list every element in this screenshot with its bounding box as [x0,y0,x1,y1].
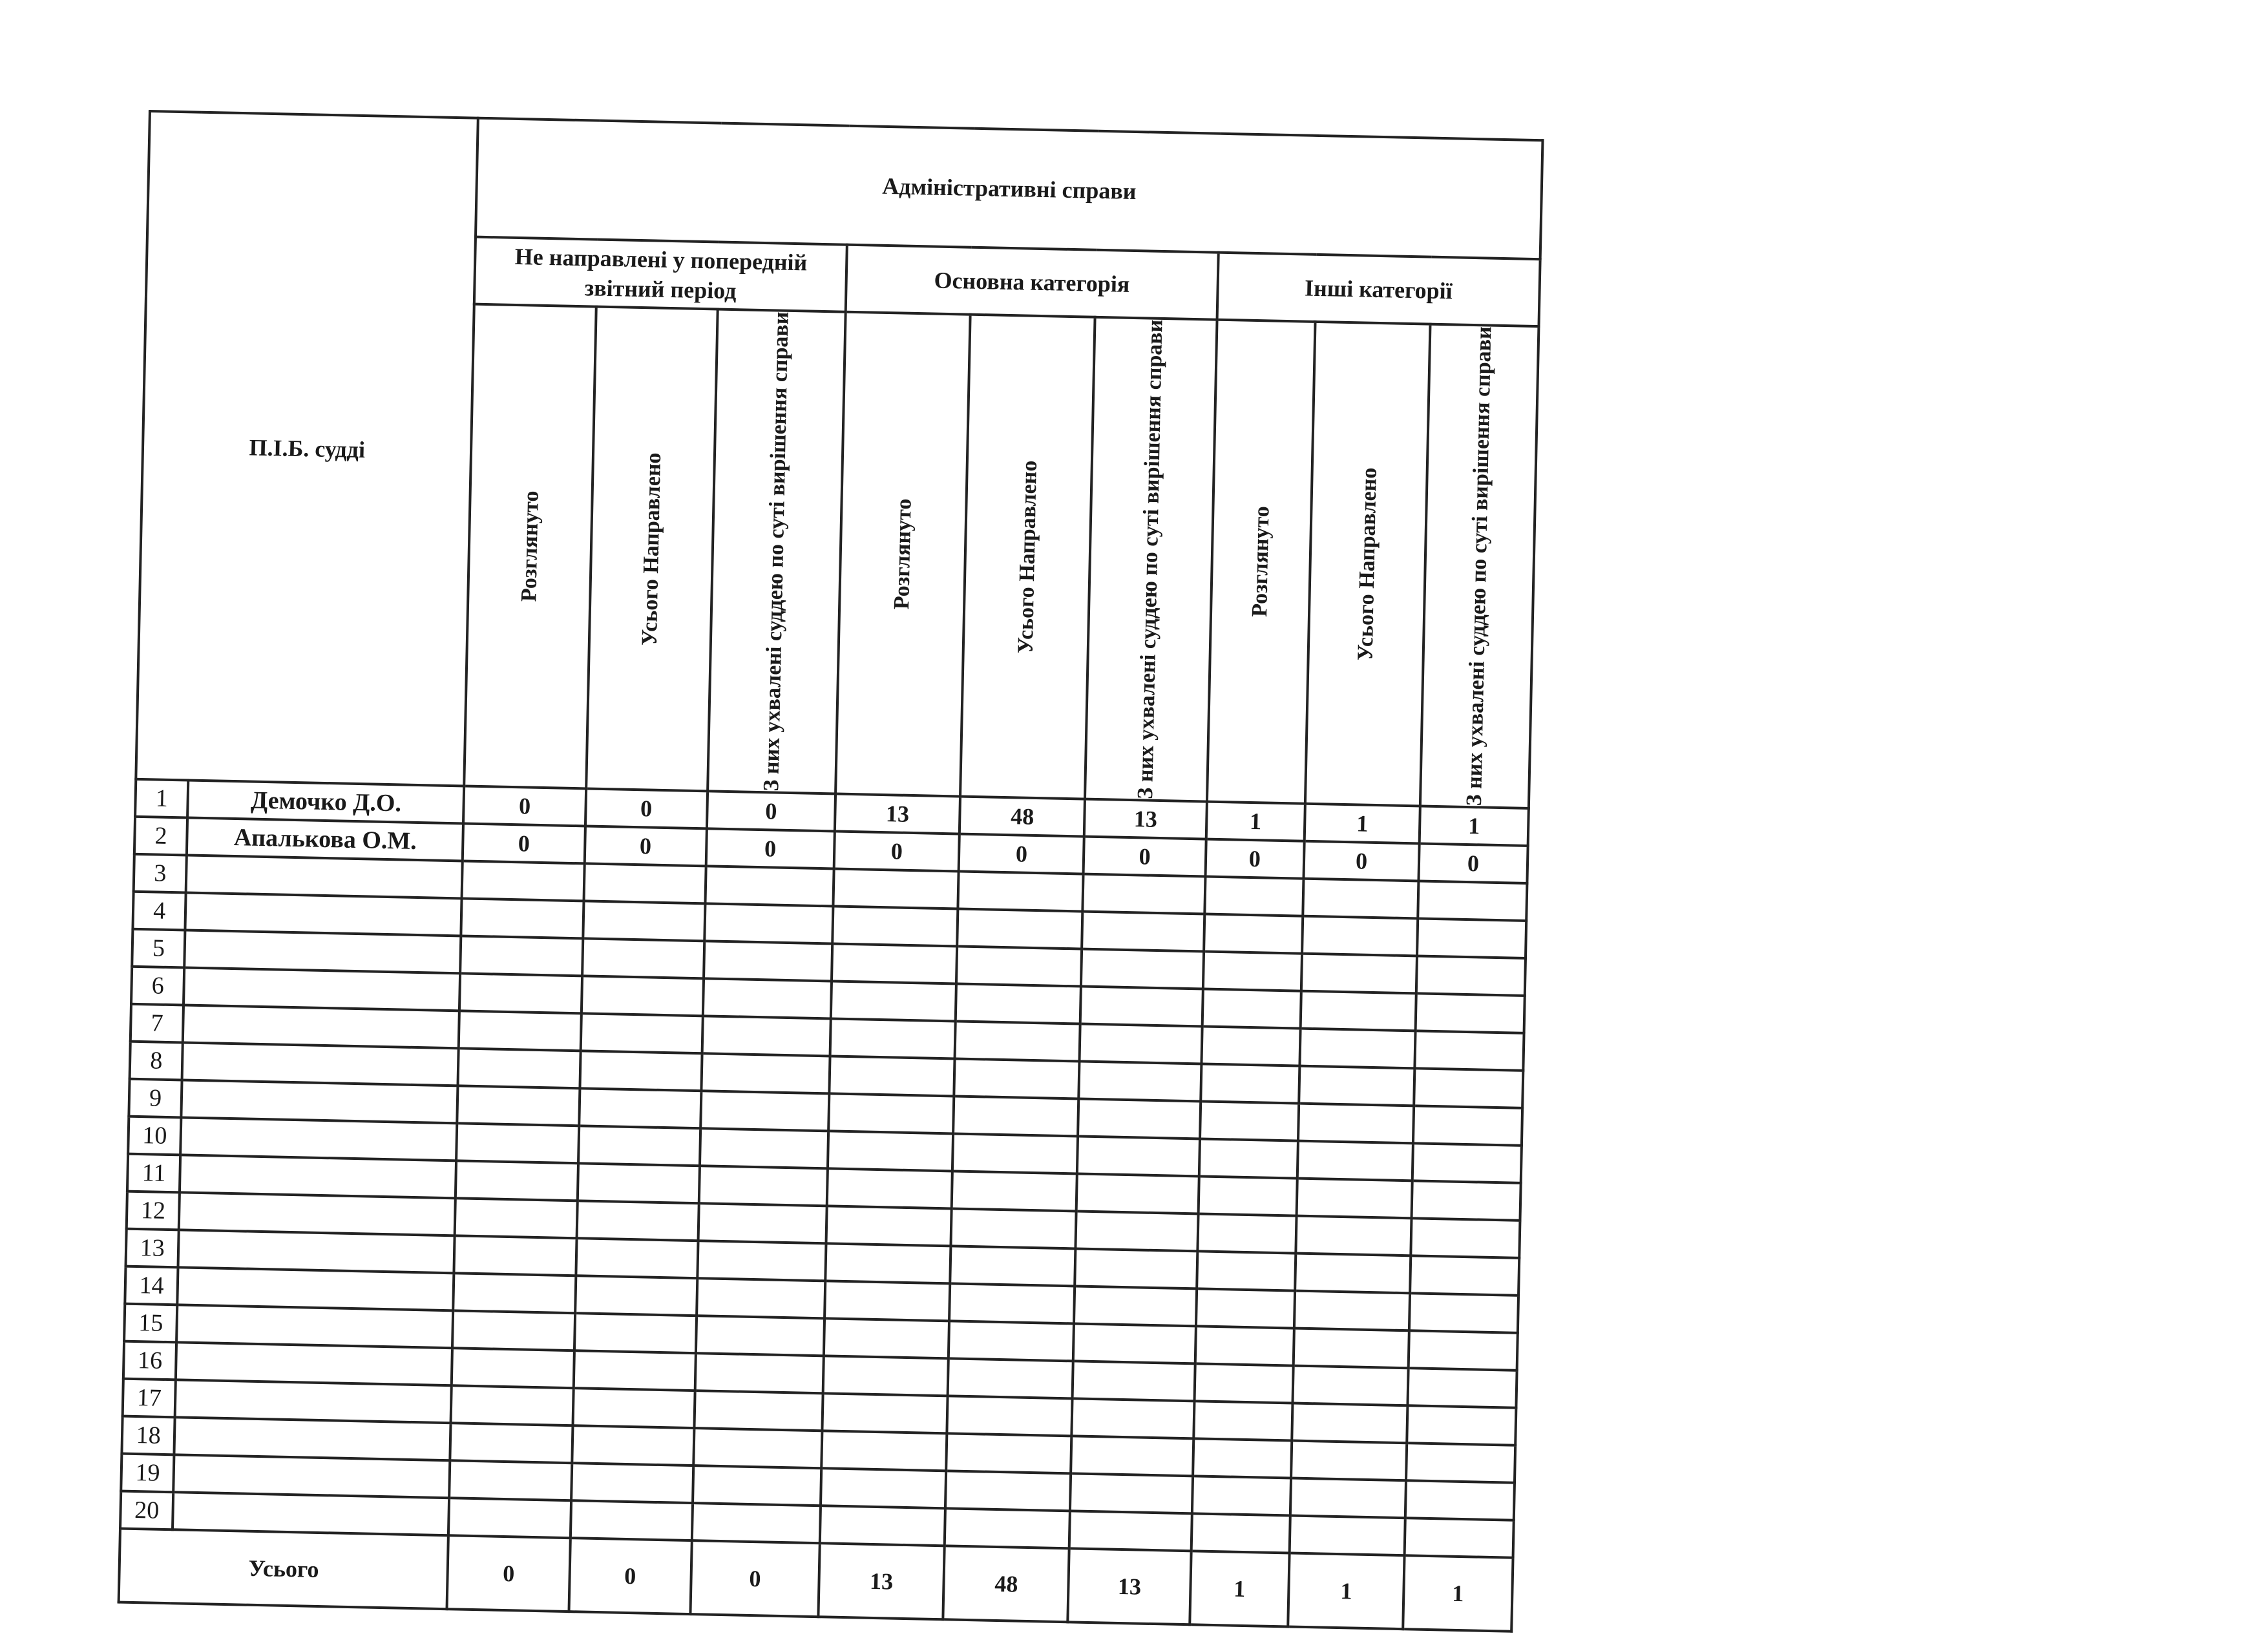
value-cell [1412,1181,1521,1221]
value-cell [833,869,958,909]
judge-name [185,930,461,974]
judge-name [180,1117,457,1161]
value-cell [823,1356,949,1396]
value-cell [458,1048,580,1088]
value-cell [827,1168,952,1208]
value-cell [1193,1401,1293,1440]
judge-name [176,1342,452,1385]
value-cell [831,981,956,1021]
total-cell: 0 [569,1538,691,1614]
row-number: 20 [120,1491,174,1530]
value-cell [1193,1438,1292,1478]
column-header [708,310,846,794]
total-cell: 13 [1068,1548,1191,1624]
row-number: 6 [131,967,185,1005]
row-number: 7 [131,1004,184,1043]
value-cell [574,1313,697,1353]
value-cell [1076,1212,1198,1252]
value-cell [581,976,703,1016]
row-number: 3 [134,854,187,893]
value-cell [1416,993,1525,1033]
value-cell [694,1391,823,1431]
value-cell [829,1056,954,1096]
value-cell [949,1321,1074,1361]
value-cell [700,1128,828,1168]
row-number: 11 [127,1154,181,1193]
value-cell [1198,1176,1297,1215]
value-cell [454,1273,576,1313]
value-cell [1290,1478,1406,1518]
value-cell [577,1163,699,1203]
value-cell [457,1123,579,1163]
value-cell [1294,1291,1410,1331]
value-cell [580,1051,702,1091]
total-cell: 0 [690,1540,820,1617]
value-cell [1291,1441,1407,1481]
value-cell [820,1506,945,1546]
value-cell [575,1276,697,1316]
value-cell [696,1316,824,1356]
value-cell [572,1425,694,1465]
group-header-not-sent: Не направлені у попередній звітний період [474,237,847,312]
value-cell: 0 [834,832,960,872]
value-cell [950,1246,1075,1286]
value-cell [1077,1137,1199,1177]
value-cell [579,1088,701,1128]
column-header-label: Розглянуто [1247,506,1274,618]
value-cell [948,1358,1073,1398]
value-cell [1194,1363,1294,1403]
value-cell: 13 [835,794,960,834]
value-cell [824,1318,949,1358]
value-cell [1407,1368,1517,1408]
total-cell: 1 [1190,1551,1290,1626]
value-cell [1303,879,1418,919]
row-number: 19 [121,1454,174,1493]
value-cell [1410,1255,1519,1296]
value-cell [570,1500,692,1540]
value-cell [1201,1064,1300,1104]
column-header [1305,322,1431,806]
value-cell [1407,1405,1516,1445]
value-cell [1293,1366,1409,1406]
value-cell [1405,1518,1514,1558]
value-cell [1406,1443,1515,1483]
value-cell [1302,916,1418,956]
value-cell [462,861,584,901]
judge-name [186,856,463,899]
row-number: 1 [135,779,189,818]
column-header-label: Усього Направлено [637,452,666,646]
judge-name-header: П.І.Б. судді [136,111,478,786]
row-number: 13 [126,1229,180,1268]
column-header [835,312,971,797]
value-cell [1405,1480,1515,1520]
value-cell [1416,956,1526,996]
value-cell: 0 [463,786,585,826]
column-header-label: Усього Направлено [1013,460,1042,654]
value-cell [692,1503,821,1543]
value-cell [1191,1513,1290,1553]
value-cell: 0 [706,828,834,868]
value-cell [698,1166,827,1206]
value-cell [572,1388,695,1428]
value-cell [1204,877,1304,916]
value-cell [1197,1213,1297,1253]
column-header [465,304,596,789]
value-cell [1083,874,1205,914]
column-header [586,307,718,792]
value-cell [1297,1179,1412,1219]
total-cell: 1 [1288,1553,1404,1630]
value-cell [576,1238,698,1278]
value-cell [1418,881,1527,921]
column-header-label: Розглянуто [516,490,543,602]
column-header [1085,317,1217,802]
value-cell [1076,1174,1199,1214]
value-cell [704,941,832,981]
value-cell: 0 [1418,843,1528,883]
judge-name [178,1230,455,1273]
value-cell [459,973,582,1013]
value-cell [955,1022,1080,1062]
row-number: 18 [121,1416,175,1455]
row-number: 17 [123,1379,176,1418]
column-header [1206,320,1315,804]
value-cell: 1 [1305,804,1420,844]
group-header-main: Основна категорія [846,245,1219,320]
value-cell [703,978,832,1018]
value-cell [452,1310,574,1350]
value-cell [1413,1106,1522,1146]
value-cell [1204,914,1303,954]
column-header [1420,324,1539,808]
column-header-label: Розглянуто [889,498,916,610]
value-cell [1201,1027,1301,1066]
value-cell [693,1465,821,1506]
value-cell [1409,1293,1518,1333]
value-cell [454,1235,576,1276]
value-cell [821,1468,946,1508]
value-cell [822,1393,947,1433]
value-cell [693,1428,822,1468]
judge-name [184,968,460,1011]
value-cell [1295,1254,1411,1294]
value-cell [828,1131,953,1171]
total-cell: 13 [818,1543,945,1619]
judge-name [176,1305,453,1348]
value-cell [456,1161,578,1201]
value-cell: 0 [1304,841,1420,881]
value-cell [571,1463,693,1503]
value-cell [947,1396,1073,1436]
value-cell: 1 [1206,802,1305,841]
row-number: 16 [123,1341,177,1380]
row-number: 4 [132,892,186,930]
value-cell [582,938,704,978]
value-cell: 0 [584,826,706,866]
row-number: 8 [130,1042,184,1080]
column-header-label: З них ухвалені суддею по суті вирішення справи [1133,319,1168,799]
judge-name [174,1455,450,1498]
judge-name [182,1042,459,1086]
value-cell [450,1460,572,1500]
value-cell [1297,1141,1413,1181]
value-cell [1073,1323,1195,1363]
value-cell [1081,949,1203,989]
value-cell [698,1203,826,1243]
value-cell [1200,1101,1299,1140]
value-cell: 13 [1084,799,1206,839]
value-cell [946,1433,1071,1473]
judge-name [175,1380,452,1423]
judge-name [182,1080,458,1123]
value-cell [957,909,1082,949]
value-cell [1195,1326,1294,1365]
value-cell [1301,954,1417,994]
value-cell [459,1011,581,1051]
value-cell [1197,1251,1296,1290]
total-label: Усього [119,1529,449,1610]
value-cell [1202,989,1301,1029]
judge-name: Демочко Д.О. [187,781,464,824]
row-number: 5 [132,929,185,968]
value-cell: 0 [463,824,585,864]
value-cell [1192,1476,1291,1515]
value-cell [1299,1066,1414,1106]
judge-name [180,1155,456,1198]
value-cell [450,1423,572,1463]
value-cell [1072,1398,1194,1438]
value-cell [1299,1029,1415,1069]
table-title: Адміністративні справи [476,118,1542,259]
value-cell [573,1350,695,1391]
value-cell [705,866,834,906]
value-cell [821,1431,947,1471]
judge-name [183,1005,459,1049]
group-header-other: Інші категорії [1217,253,1540,326]
value-cell [1195,1288,1295,1328]
value-cell [824,1281,950,1321]
value-cell [958,872,1084,912]
value-cell [1409,1330,1518,1371]
value-cell [461,898,583,938]
row-number: 2 [134,817,188,856]
value-cell [956,984,1081,1024]
value-cell [1071,1436,1193,1476]
judge-name [185,893,462,936]
value-cell [830,1018,956,1058]
value-cell [1079,1062,1201,1102]
value-cell [1082,912,1204,952]
column-header-label: З них ухвалені суддею по суті вирішення справи [1462,326,1496,806]
value-cell [455,1198,577,1238]
value-cell [697,1278,825,1318]
report-sheet [121,110,1544,1607]
value-cell [702,1016,830,1056]
table-body [120,779,1529,1558]
value-cell: 0 [585,788,708,828]
row-number: 10 [128,1117,182,1155]
value-cell [826,1206,952,1246]
value-cell: 48 [960,797,1085,837]
value-cell [448,1498,571,1538]
value-cell [825,1243,950,1283]
value-cell [1199,1139,1298,1178]
row-number: 12 [127,1192,180,1230]
value-cell [457,1086,580,1126]
value-cell [697,1241,826,1281]
row-number: 9 [129,1079,182,1118]
value-cell [1294,1329,1409,1369]
column-header [960,315,1095,799]
judge-name [174,1417,451,1460]
value-cell [828,1093,954,1133]
value-cell: 0 [1084,837,1206,877]
value-cell: 1 [1420,806,1529,846]
value-cell [1414,1031,1524,1071]
judge-name: Апалькова О.М. [187,818,463,861]
value-cell [1298,1104,1414,1144]
column-header-label: Усього Направлено [1353,467,1381,661]
value-cell [1290,1516,1405,1556]
value-cell [701,1053,830,1093]
value-cell [580,1013,702,1053]
value-cell [700,1091,829,1131]
value-cell [1414,1068,1523,1108]
value-cell [945,1508,1070,1548]
value-cell [1292,1403,1407,1444]
row-number: 14 [125,1266,178,1305]
value-cell [451,1385,573,1425]
judge-name [179,1192,456,1235]
value-cell [1080,1024,1202,1064]
value-cell [1296,1216,1411,1256]
value-cell [1070,1473,1192,1513]
value-cell [1411,1218,1520,1258]
value-cell: 0 [1205,839,1305,879]
value-cell [1069,1511,1192,1551]
value-cell [1412,1143,1522,1183]
value-cell [1073,1361,1195,1401]
value-cell [1202,952,1302,991]
value-cell: 0 [707,791,835,831]
value-cell [578,1126,700,1166]
total-cell: 48 [943,1546,1070,1622]
value-cell [452,1348,574,1388]
cases-table [118,110,1544,1633]
value-cell [949,1283,1075,1323]
total-cell: 0 [447,1535,570,1612]
value-cell [695,1353,823,1393]
judge-name [173,1492,449,1535]
value-cell [583,863,706,903]
value-cell [951,1208,1076,1248]
row-number: 15 [124,1304,178,1343]
value-cell [1301,991,1416,1031]
value-cell [583,901,705,941]
value-cell [952,1171,1077,1211]
value-cell [1078,1099,1200,1139]
value-cell [461,936,583,976]
value-cell [832,907,958,947]
judge-name [178,1267,454,1310]
total-cell: 1 [1403,1555,1513,1631]
value-cell [956,947,1082,987]
value-cell [1080,987,1202,1027]
value-cell [704,903,833,943]
value-cell [953,1097,1078,1137]
value-cell [945,1471,1071,1511]
value-cell [832,944,957,984]
column-header-label: З них ухвалені суддею по суті вирішення справи [759,311,793,792]
value-cell [1074,1286,1196,1326]
value-cell [1417,918,1526,958]
value-cell [1075,1248,1197,1288]
value-cell: 0 [959,834,1084,874]
value-cell [576,1201,698,1241]
value-cell [954,1059,1080,1099]
value-cell [952,1133,1078,1173]
